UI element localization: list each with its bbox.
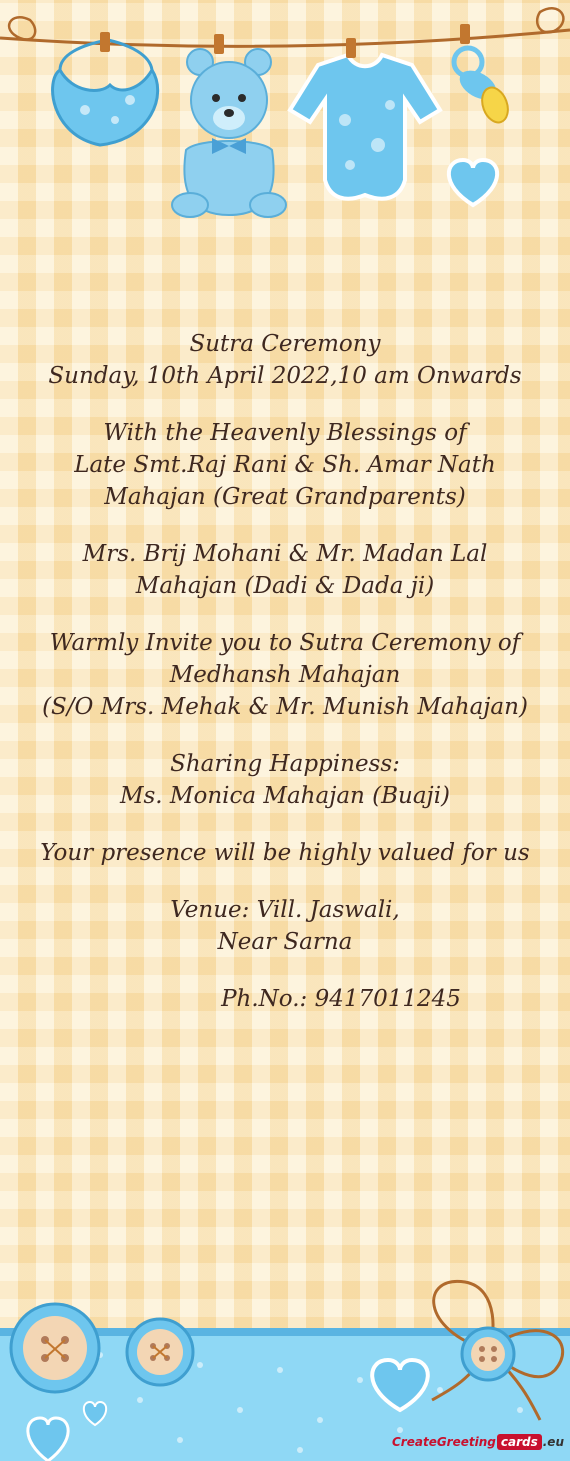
sharing-label: Sharing Happiness: <box>170 751 400 777</box>
button-icon <box>11 1304 99 1392</box>
watermark-brand: CreateGreeting <box>392 1435 496 1449</box>
blessings-intro: With the Heavenly Blessings of <box>103 420 467 446</box>
ceremony-date-time: Sunday, 10th April 2022,10 am Onwards <box>48 363 522 389</box>
invitation-text <box>0 328 570 1015</box>
bib-icon <box>53 40 158 145</box>
parents-line: (S/O Mrs. Mehak & Mr. Munish Mahajan) <box>42 694 528 720</box>
ceremony-title: Sutra Ceremony <box>189 331 381 357</box>
presence-line: Your presence will be highly valued for us <box>40 840 530 866</box>
onesie-icon <box>290 55 440 199</box>
child-name: Medhansh Mahajan <box>169 662 401 688</box>
great-grandparents-line-1: Late Smt.Raj Rani & Sh. Amar Nath <box>74 452 496 478</box>
sharing-name: Ms. Monica Mahajan (Buaji) <box>119 783 451 809</box>
phone-number: Ph.No.: 9417011245 <box>221 986 461 1012</box>
watermark-tld: .eu <box>542 1435 564 1449</box>
top-clothesline-decoration <box>0 0 570 240</box>
brand-watermark[interactable] <box>392 1427 564 1457</box>
heart-icon <box>449 160 497 205</box>
grandparents-line-1: Mrs. Brij Mohani & Mr. Madan Lal <box>82 541 488 567</box>
great-grandparents-line-2: Mahajan (Great Grandparents) <box>104 484 466 510</box>
clothesline-rope <box>0 30 570 46</box>
invite-line: Warmly Invite you to Sutra Ceremony of <box>49 630 521 656</box>
venue-line-2: Near Sarna <box>217 929 353 955</box>
pacifier-icon <box>454 48 512 126</box>
teddy-bear-icon <box>172 49 286 217</box>
watermark-badge: cards <box>497 1434 542 1450</box>
grandparents-line-2: Mahajan (Dadi & Dada ji) <box>135 573 435 599</box>
venue-line-1: Venue: Vill. Jaswali, <box>170 897 400 923</box>
button-icon <box>127 1319 193 1385</box>
